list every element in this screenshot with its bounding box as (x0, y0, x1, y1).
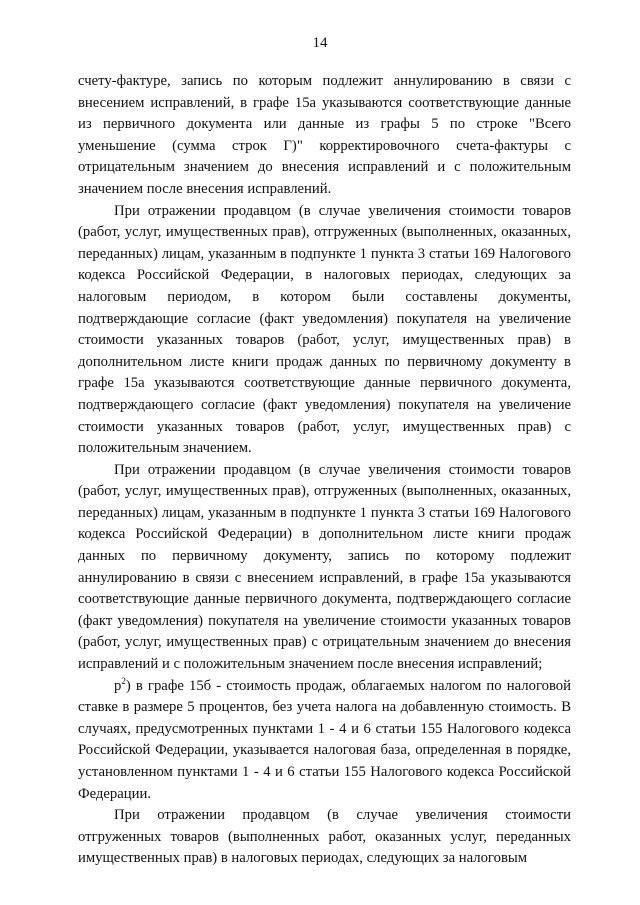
paragraph-item-p2 (78, 676, 571, 806)
paragraph: При отражении продавцом (в случае увеличения стоимости товаров (работ, услуг, имущественных прав), отгруженных (выполненных, оказанных, переданных) лицам, указанным в подпункте 1 пункта 3 статьи 169 Налогового кодекса Российской Федерации, в налоговых периодах, следующих за налоговым периодом, в котором были составлены документы, подтверждающие согласие (факт уведомления) покупателя на увеличение стоимости указанных товаров (работ, услуг, имущественных прав) в дополнительном листе книги продаж данных по первичному документу в графе 15а указываются соответствующие данные первичного документа, подтверждающего согласие (факт уведомления) покупателя на увеличение стоимости указанных товаров (работ, услуг, имущественных прав) с положительным значением. (78, 202, 571, 457)
item-marker: р (114, 677, 122, 694)
item-marker-superscript: 2 (121, 675, 126, 686)
paragraph-continuation: счету-фактуре, запись по которым подлежит аннулированию в связи с внесением исправлений, в графе 15а указываются соответствующие данные из первичного документа или данные из графы 5 по строке "Всего уменьшение (сумма строк Г)" корректировочного счета-фактуры с отрицательным значением до внесения исправлений и с положительным значением после внесения исправлений. (78, 73, 571, 197)
paragraph: При отражении продавцом (в случае увеличения стоимости товаров (работ, услуг, имущественных прав), отгруженных (выполненных, оказанных, переданных) лицам, указанным в подпункте 1 пункта 3 статьи 169 Налогового кодекса Российской Федерации) в дополнительном листе книги продаж данных по первичному документу, запись по которому подлежит аннулированию в связи с внесением исправлений, в графе 15а указываются соответствующие данные первичного документа, подтверждающего согласие (факт уведомления) покупателя на увеличение стоимости указанных товаров (работ, услуг, имущественных прав) с отрицательным значением до внесения исправлений и с положительным значением после внесения исправлений; (78, 461, 571, 673)
paragraph: При отражении продавцом (в случае увеличения стоимости отгруженных товаров (выполненных работ, оказанных услуг, переданных имущественных прав) в налоговых периодах, следующих за налоговым (78, 807, 571, 867)
page-number: 14 (312, 35, 328, 51)
document-body (78, 71, 571, 870)
item-text: ) в графе 15б - стоимость продаж, облагаемых налогом по налоговой ставке в размере 5 процентов, без учета налога на добавленную стоимость. В случаях, предусмотренных пунктами 1 - 4 и 6 статьи 155 Налогового кодекса Российской Федерации, указывается налоговая база, определенная в порядке, установленном пунктами 1 - 4 и 6 статьи 155 Налогового кодекса Российской Федерации. (78, 677, 571, 802)
